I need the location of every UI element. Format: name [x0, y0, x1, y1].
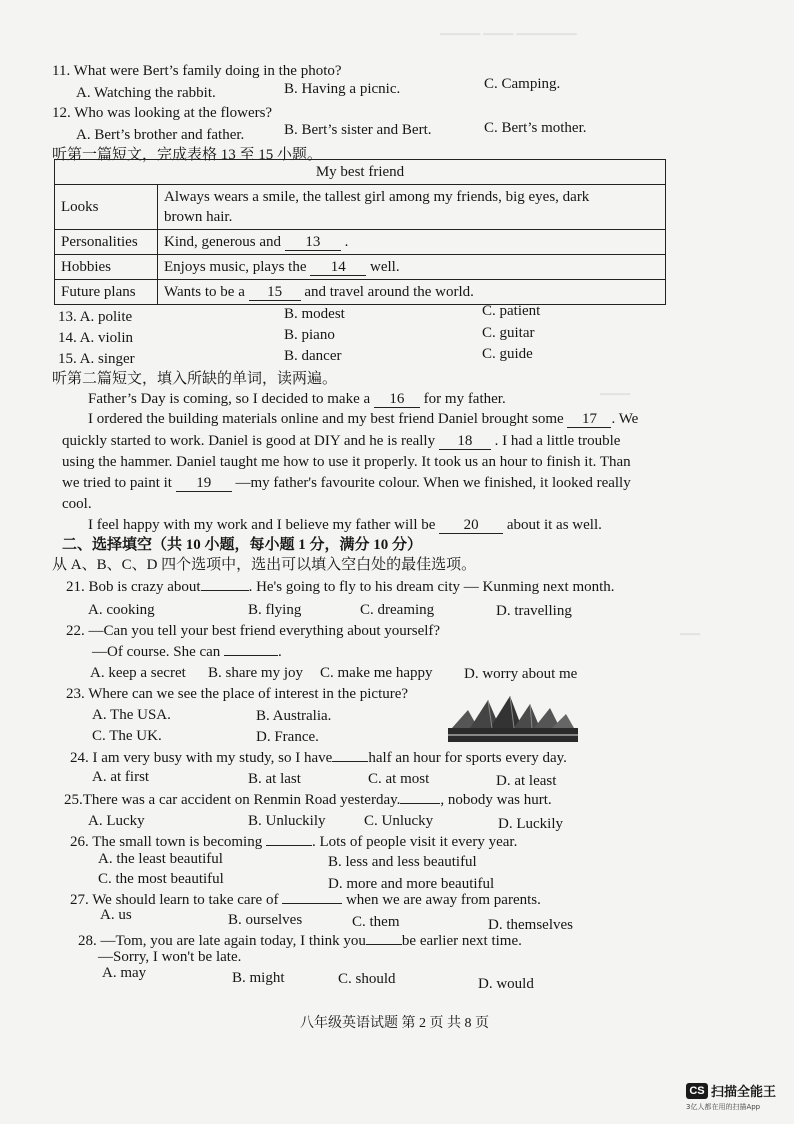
q21-stem: 21. Bob is crazy about . He's going to fly to his dream city — Kunming next month.	[66, 579, 615, 595]
q22-option-b: B. share my joy	[208, 665, 303, 681]
q25-stem: 25.There was a car accident on Renmin Road yesterday. , nobody was hurt.	[64, 792, 552, 808]
row-label-personalities: Personalities	[55, 230, 158, 255]
q23-option-a: A. The USA.	[92, 707, 171, 723]
watermark-tagline: 3亿人都在用的扫描App	[686, 1103, 761, 1111]
q13-option-b: B. modest	[284, 306, 345, 322]
q23-stem: 23. Where can we see the place of interest in the picture?	[66, 686, 409, 702]
q28-reply: —Sorry, I won't be late.	[98, 949, 242, 965]
q27-option-d: D. themselves	[488, 917, 573, 933]
blank-20[interactable]: 20	[439, 517, 503, 534]
blank-18[interactable]: 18	[439, 433, 491, 450]
table-row	[55, 280, 666, 305]
blank-16[interactable]: 16	[374, 391, 420, 408]
table-title: My best friend	[55, 160, 666, 185]
looks-line-1: Always wears a smile, the tallest girl among my friends, big eyes, dark	[164, 189, 590, 205]
q24-option-d: D. at least	[496, 773, 557, 789]
q14-option-b: B. piano	[284, 327, 335, 343]
q14-option-c: C. guitar	[482, 325, 535, 341]
section-16-instruction: 听第二篇短文，填入所缺的单词，读两遍。	[52, 371, 338, 387]
q12-option-a: A. Bert’s brother and father.	[76, 127, 245, 143]
personalities-end: .	[344, 234, 349, 250]
q27-option-b: B. ourselves	[228, 912, 303, 928]
passage-line-4: using the hammer. Daniel taught me how to use it properly. It took us an hour to finish it. Than	[62, 454, 631, 470]
row-value-looks	[158, 185, 666, 230]
bleed-through-mark: ▁▁	[680, 620, 700, 635]
table-row	[55, 185, 666, 230]
q26-blank[interactable]	[266, 845, 312, 846]
q26-option-a: A. the least beautiful	[98, 851, 223, 867]
q27-stem: 27. We should learn to take care of when we are away from parents.	[70, 892, 541, 908]
q25-option-b: B. Unluckily	[248, 813, 326, 829]
q23-option-b: B. Australia.	[256, 708, 332, 724]
q24-blank[interactable]	[332, 761, 368, 762]
looks-line-2: brown hair.	[164, 209, 233, 225]
q11-option-a: A. Watching the rabbit.	[76, 85, 216, 101]
q15-option-c: C. guide	[482, 346, 533, 362]
row-value-hobbies	[158, 255, 666, 280]
q28-stem: 28. —Tom, you are late again today, I think you be earlier next time.	[78, 933, 522, 949]
q11-option-b: B. Having a picnic.	[284, 81, 401, 97]
q28-option-b: B. might	[232, 970, 285, 986]
passage-line-6: cool.	[62, 496, 92, 512]
q22-blank[interactable]	[224, 655, 278, 656]
q12-option-b: B. Bert’s sister and Bert.	[284, 122, 432, 138]
q11-option-c: C. Camping.	[484, 76, 561, 92]
hobbies-text: Enjoys music, plays the	[164, 259, 307, 275]
passage-line-1: Father’s Day is coming, so I decided to make a 16 for my father.	[88, 391, 506, 407]
q25-option-d: D. Luckily	[498, 816, 563, 832]
scanner-watermark	[686, 1081, 776, 1112]
bleed-through-mark: ▁▁▁▁ ▁▁▁ ▁▁▁▁▁▁	[440, 20, 577, 35]
passage-line-3: quickly started to work. Daniel is good at DIY and he is really 18 . I had a little trouble	[62, 433, 621, 449]
q13-option-a: 13. A. polite	[58, 309, 133, 325]
personalities-text: Kind, generous and	[164, 234, 282, 250]
q22-option-d: D. worry about me	[464, 666, 578, 682]
blank-14[interactable]: 14	[310, 259, 366, 276]
q28-blank[interactable]	[366, 944, 402, 945]
q27-blank[interactable]	[282, 903, 342, 904]
q25-option-a: A. Lucky	[88, 813, 145, 829]
q24-option-a: A. at first	[92, 769, 150, 785]
section-13-instruction: 听第一篇短文，完成表格 13 至 15 小题。	[52, 147, 323, 163]
q26-option-b: B. less and less beautiful	[328, 854, 477, 870]
bleed-through-mark: ▁▁▁	[600, 380, 630, 395]
blank-19[interactable]: 19	[176, 475, 232, 492]
row-value-future-plans	[158, 280, 666, 305]
watermark-name: 扫描全能王	[711, 1085, 777, 1100]
q24-option-c: C. at most	[368, 771, 430, 787]
passage-line-7: I feel happy with my work and I believe my father will be 20 about it as well.	[88, 517, 602, 533]
q25-blank[interactable]	[400, 803, 440, 804]
hobbies-end: well.	[370, 259, 400, 275]
row-label-future-plans: Future plans	[55, 280, 158, 305]
table-row	[55, 230, 666, 255]
q24-stem: 24. I am very busy with my study, so I have half an hour for sports every day.	[70, 750, 567, 766]
future-end: and travel around the world.	[304, 284, 474, 300]
q12-stem: 12. Who was looking at the flowers?	[52, 105, 273, 121]
passage-line-2: I ordered the building materials online and my best friend Daniel brought some 17 . We	[88, 411, 639, 427]
q21-option-a: A. cooking	[88, 602, 155, 618]
row-value-personalities	[158, 230, 666, 255]
q27-option-c: C. them	[352, 914, 400, 930]
q27-option-a: A. us	[100, 907, 132, 923]
table-row	[55, 255, 666, 280]
blank-15[interactable]: 15	[249, 284, 301, 301]
row-label-looks: Looks	[55, 185, 158, 230]
q24-option-b: B. at last	[248, 771, 301, 787]
blank-13[interactable]: 13	[285, 234, 341, 251]
q21-option-d: D. travelling	[496, 603, 572, 619]
q15-option-a: 15. A. singer	[58, 351, 135, 367]
q12-option-c: C. Bert’s mother.	[484, 120, 587, 136]
q26-stem: 26. The small town is becoming . Lots of people visit it every year.	[70, 834, 518, 850]
q22-stem: 22. —Can you tell your best friend everything about yourself?	[66, 623, 441, 639]
future-text: Wants to be a	[164, 284, 245, 300]
q21-blank[interactable]	[201, 590, 249, 591]
camscanner-logo-icon: CS	[686, 1083, 708, 1099]
part-2-heading: 二、选择填空（共 10 小题，每小题 1 分，满分 10 分）	[62, 537, 423, 553]
q14-option-a: 14. A. violin	[58, 330, 134, 346]
q22-option-c: C. make me happy	[320, 665, 433, 681]
q13-option-c: C. patient	[482, 303, 541, 319]
q28-option-a: A. may	[102, 965, 147, 981]
q22-option-a: A. keep a secret	[90, 665, 186, 681]
best-friend-table	[54, 159, 666, 305]
q21-option-b: B. flying	[248, 602, 302, 618]
q25-option-c: C. Unlucky	[364, 813, 434, 829]
q15-option-b: B. dancer	[284, 348, 342, 364]
q21-option-c: C. dreaming	[360, 602, 435, 618]
q26-option-d: D. more and more beautiful	[328, 876, 495, 892]
passage-line-5: we tried to paint it 19 —my father's favourite colour. When we finished, it looked really	[62, 475, 631, 491]
opera-house-picture	[448, 690, 578, 742]
q26-option-c: C. the most beautiful	[98, 871, 224, 887]
q28-option-c: C. should	[338, 971, 396, 987]
page-footer: 八年级英语试题 第 2 页 共 8 页	[300, 1016, 489, 1031]
part-2-instruction: 从 A、B、C、D 四个选项中，选出可以填入空白处的最佳选项。	[52, 557, 477, 573]
blank-17[interactable]: 17	[567, 411, 611, 428]
q22-reply: —Of course. She can .	[92, 644, 282, 660]
row-label-hobbies: Hobbies	[55, 255, 158, 280]
q11-stem: 11. What were Bert’s family doing in the photo?	[52, 63, 342, 79]
q23-option-c: C. The UK.	[92, 728, 162, 744]
q28-option-d: D. would	[478, 976, 534, 992]
q23-option-d: D. France.	[256, 729, 319, 745]
